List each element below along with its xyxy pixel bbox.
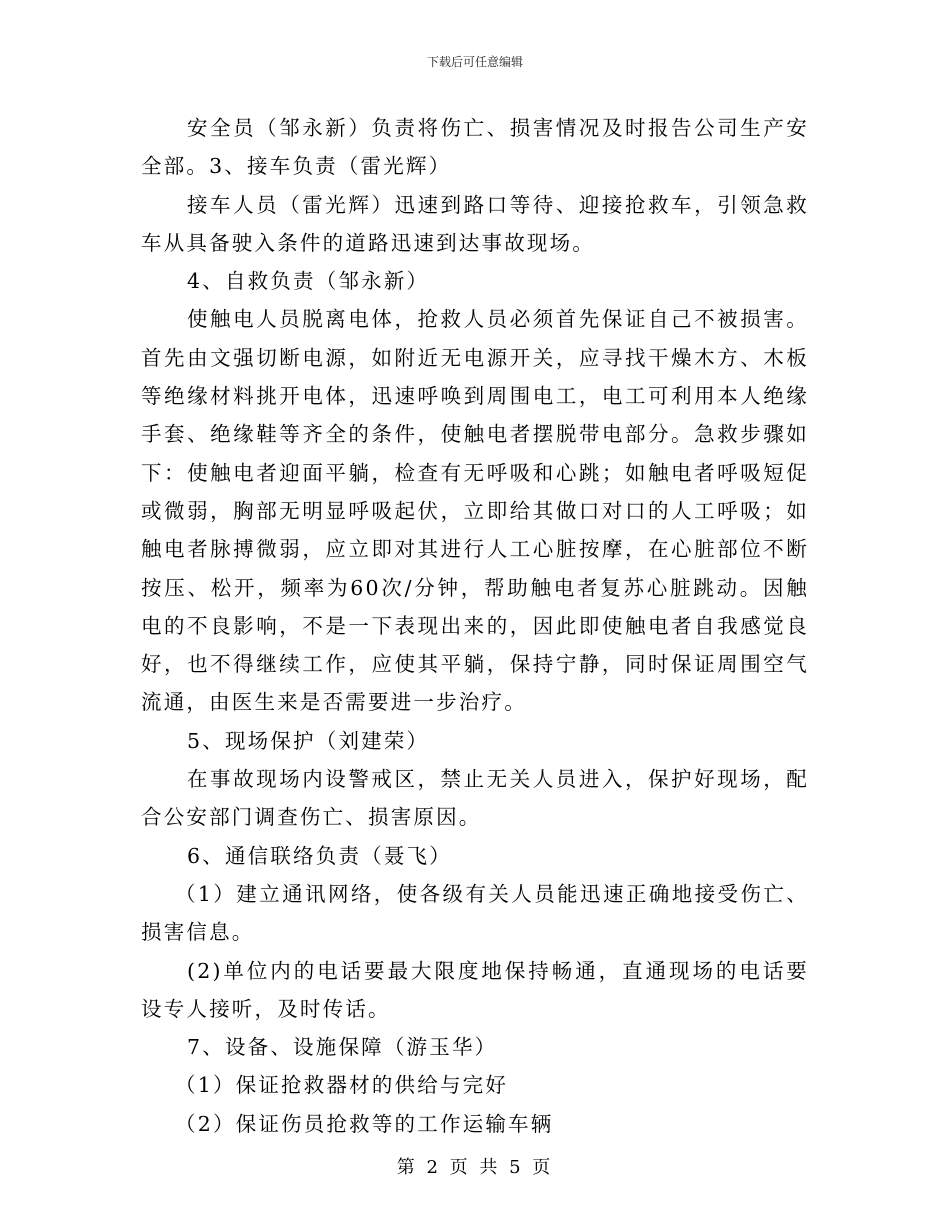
page-header: 下载后可任意编辑 <box>426 55 523 69</box>
paragraph-safety-officer: 安全员（邹永新）负责将伤亡、损害情况及时报告公司生产安全部。3、接车负责（雷光辉） <box>141 116 809 179</box>
paragraph-communication-1: （1）建立通讯网络，使各级有关人员能迅速正确地接受伤亡、损害信息。 <box>141 881 809 945</box>
paragraph-scene-protection: 在事故现场内设警戒区，禁止无关人员进入，保护好现场，配合公安部门调查伤亡、损害原因。 <box>141 767 809 830</box>
paragraph-equipment-1: （1）保证抢救器材的供给与完好 <box>175 1073 509 1098</box>
paragraph-vehicle-reception: 接车人员（雷光辉）迅速到路口等待、迎接抢救车，引领急救车从具备驶入条件的道路迅速到达事故现场。 <box>141 192 809 255</box>
paragraph-equipment-2: （2）保证伤员抢救等的工作运输车辆 <box>175 1111 554 1136</box>
heading-scene-protection: 5、现场保护（刘建荣） <box>187 728 430 753</box>
paragraph-electric-shock-rescue: 使触电人员脱离电体，抢救人员必须首先保证自己不被损害。首先由文强切断电源，如附近无电源开关，应寻找干燥木方、木板等绝缘材料挑开电体，迅速呼唤到周围电工，电工可利用本人绝缘手套、绝缘鞋等齐全的条件，使触电者摆脱带电部分。急救步骤如下：使触电者迎面平躺，检查有无呼吸和心跳；如触电者呼吸短促或微弱，胸部无明显呼吸起伏，立即给其做口对口的人工呼吸；如触电者脉搏微弱，应立即对其进行人工心脏按摩，在心脏部位不断按压、松开，频率为60次/分钟，帮助触电者复苏心脏跳动。因触电的不良影响，不是一下表现出来的，因此即使触电者自我感觉良好，也不得继续工作，应使其平躺，保持宁静，同时保证周围空气流通，由医生来是否需要进一步治疗。 <box>141 307 809 715</box>
heading-equipment: 7、设备、设施保障（游玉华） <box>187 1035 498 1060</box>
paragraph-communication-2: (2)单位内的电话要最大限度地保持畅通，直通现场的电话要设专人接听，及时传话。 <box>141 958 809 1021</box>
heading-self-rescue: 4、自救负责（邹永新） <box>187 269 430 294</box>
document-body <box>141 109 809 1143</box>
page-footer: 第 2 页 共 5 页 <box>396 1157 554 1178</box>
heading-communication: 6、通信联络负责（聂飞） <box>187 843 452 868</box>
